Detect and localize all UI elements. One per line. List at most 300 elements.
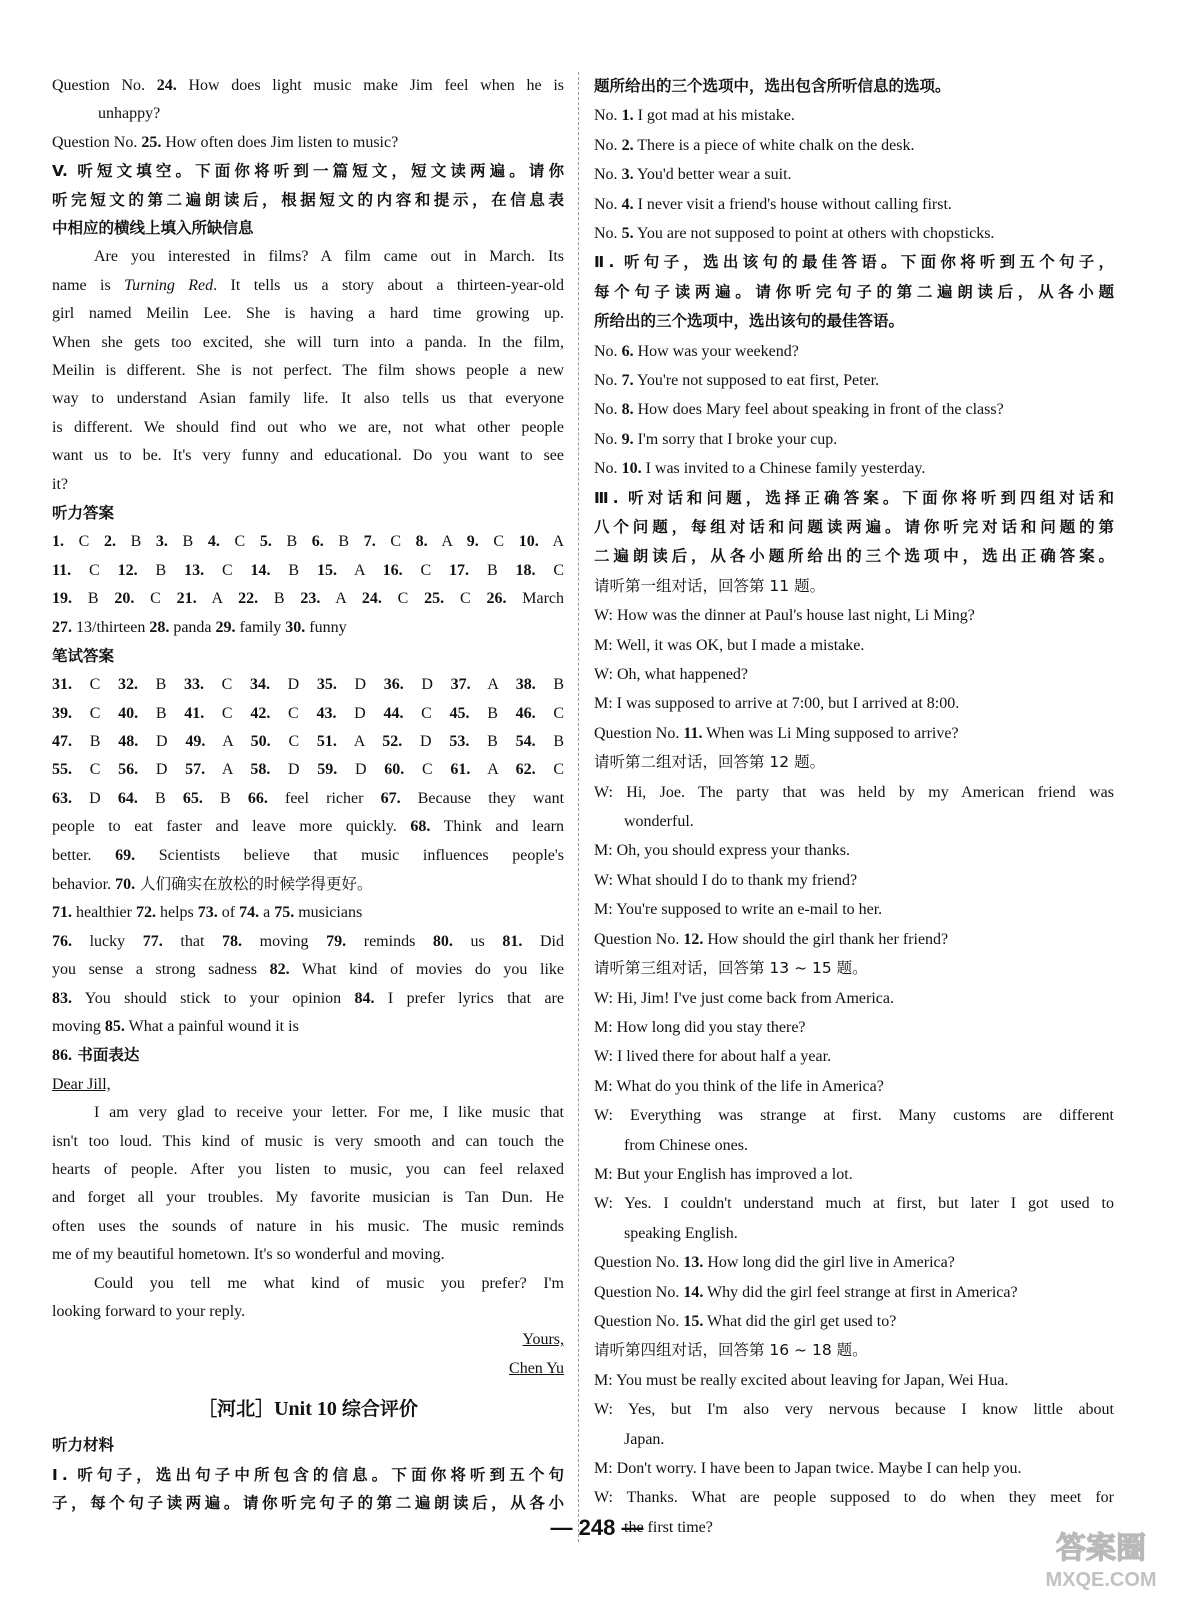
text-run: A [470,676,516,694]
text-run: C [203,676,250,694]
text-run: 49. [185,733,206,751]
text-run: 15. [317,561,337,579]
text-run: A [196,590,239,608]
text-run: way to understand Asian family life. It also tells us that everyone [52,390,564,408]
left-line-45 [52,1355,564,1383]
text-run: 7. [621,372,634,390]
text-run: moving [242,932,327,950]
text-run: 75. [274,904,295,922]
left-line-42 [52,1270,564,1298]
text-run: A [205,733,251,751]
text-run: 69. [115,846,136,864]
text-run: I prefer lyrics that are [374,989,564,1007]
text-run: 82. [269,961,290,979]
text-run: ［河北］ [198,1398,275,1421]
text-run: D [337,761,385,779]
text-run: Unit 10 [274,1398,342,1421]
text-run: want us to be. It's very funny and educational. Do you want to see [52,447,564,465]
text-run: D [336,704,384,722]
text-run: 9. [621,430,634,448]
text-run: There is a piece of white chalk on the desk. [633,136,915,154]
text-run: 27. [52,618,72,636]
text-run: 请听第三组对话，回答第 13 ~ 15 题。 [594,959,868,978]
text-run: No. [594,195,622,213]
text-run: C [535,561,564,579]
left-line-28 [52,870,564,899]
text-run: W: Yes, but I'm also very nervous because I know little about [594,1401,1114,1419]
text-run: M: What do you think of the life in America? [594,1077,884,1095]
text-run: M: But your English has improved a lot. [594,1165,853,1183]
left-line-32 [52,985,564,1013]
text-run: B [137,561,185,579]
text-run: No. [594,401,622,419]
text-run: 73. [197,904,218,922]
left-line-0 [52,72,564,100]
text-run: speaking English. [624,1224,738,1242]
text-run: B [72,733,119,751]
right-line-4 [594,190,1114,219]
text-run: Question No. [594,1283,684,1301]
text-run: March [506,590,564,608]
text-run: funny [305,618,347,636]
left-line-10 [52,357,564,385]
left-line-1 [52,100,564,128]
text-run: B [535,733,564,751]
right-line-11 [594,395,1114,424]
text-run: How often does Jim listen to music? [161,133,399,151]
text-run: 二遍朗读后，从各小题所给出的三个选项中，选出正确答案。 [594,547,1114,566]
text-run: 34. [249,676,270,694]
text-run: hearts of people. After you listen to music, you can feel relaxed [52,1161,564,1179]
left-line-30 [52,928,564,956]
text-run: C [444,590,487,608]
left-line-37 [52,1128,564,1156]
text-run: 2. [621,136,634,154]
text-run: 80. [432,932,453,950]
text-run: B [469,733,516,751]
text-run: D [403,676,451,694]
text-run: I'm sorry that I broke your cup. [633,430,838,448]
text-run: the first time? [624,1518,713,1536]
left-line-18 [52,585,564,613]
text-run: 20. [114,590,135,608]
text-run: What a painful wound it is [124,1018,299,1036]
text-run: C [219,533,260,551]
text-run: 10. [621,460,642,478]
right-line-31 [594,984,1114,1013]
text-run: a [259,904,275,922]
text-run: B [167,533,208,551]
right-line-32 [594,1013,1114,1042]
text-run: W: What should I do to thank my friend? [594,871,858,889]
text-run: feel richer [267,789,381,807]
right-line-13 [594,454,1114,483]
text-run: 17. [449,561,470,579]
left-line-9 [52,329,564,357]
left-line-38 [52,1156,564,1184]
text-run: 79. [326,932,347,950]
text-run: 29. [215,618,236,636]
text-run: Ⅰ. 听句子，选出句子中所包含的信息。下面你将听到五个句 [52,1465,564,1484]
left-line-39 [52,1184,564,1212]
right-line-29 [594,925,1114,954]
left-line-24 [52,756,564,784]
text-run: 请听第一组对话，回答第 11 题。 [594,576,826,595]
left-line-26 [52,813,564,841]
right-column [594,72,1114,1542]
text-run: B [202,789,248,807]
text-run: B [270,561,317,579]
text-run: Are you interested in films? A film came out in March. Its [94,248,564,266]
text-run: B [137,789,183,807]
text-run: unhappy? [98,105,161,123]
text-run: 25. [424,590,445,608]
text-run: B [258,590,301,608]
text-run: 65. [182,789,203,807]
text-run: You'd better wear a suit. [633,166,792,184]
text-run: from Chinese ones. [624,1136,748,1154]
right-line-43 [594,1336,1114,1365]
text-run: 6. [621,342,634,360]
text-run: Dear Jill, [52,1075,111,1093]
text-run: C [204,561,251,579]
text-run: musicians [294,904,363,922]
text-run: C [404,761,451,779]
text-run: . It tells us a story about a thirteen-year-old [213,276,564,294]
text-run: 55. [52,761,72,779]
text-run: A [427,533,467,551]
text-run: us [452,932,503,950]
right-line-26 [594,836,1114,865]
text-run: Question No. [594,724,684,742]
text-run: Think and learn [430,818,564,836]
text-run: 8. [415,533,428,551]
text-run: 3. [155,533,168,551]
text-run: W: Oh, what happened? [594,666,749,684]
text-run: behavior. [52,876,116,894]
right-line-17 [594,572,1114,601]
text-run: 44. [383,704,404,722]
text-run: No. [594,430,622,448]
left-line-3 [52,157,564,185]
text-run: M: Well, it was OK, but I made a mistake. [594,636,865,654]
right-line-24 [594,778,1114,807]
text-run: 笔试答案 [52,646,115,665]
text-run: No. [594,372,622,390]
text-run: 19. [52,590,72,608]
text-run: 25. [141,133,162,151]
text-run: D [336,676,384,694]
text-run: C [535,704,564,722]
text-run: Japan. [624,1430,665,1448]
text-run: Scientists believe that music influences people's [135,846,564,864]
text-run: 58. [250,761,271,779]
right-line-1 [594,101,1114,130]
text-run: When she gets too excited, she will turn into a panda. In the film, [52,333,564,351]
text-run: helps [155,904,198,922]
right-line-38 [594,1189,1114,1218]
right-line-41 [594,1278,1114,1307]
text-run: Ⅱ. 听句子，选出该句的最佳答语。下面你将听到五个句子， [594,253,1114,272]
text-run: No. [594,342,622,360]
text-run: 24. [156,77,177,94]
text-run: D [138,761,186,779]
left-line-46 [52,1387,564,1431]
text-run: better. [52,846,116,864]
text-run: D [269,676,317,694]
text-run: healthier [72,904,136,922]
text-run: you sense a strong sadness [52,961,270,979]
text-run: 4. [621,195,634,213]
text-run: A [538,533,564,551]
text-run: 5. [621,225,634,243]
text-run: 47. [52,733,72,751]
text-run: it? [52,475,68,493]
text-run: 每个句子读两遍。请你听完句子的第二遍朗读后，从各小题 [594,282,1114,301]
left-line-48 [52,1461,564,1489]
left-line-14 [52,471,564,499]
right-line-33 [594,1042,1114,1071]
text-run: 31. [52,676,72,694]
right-line-46 [594,1425,1114,1454]
text-run: How does light music make Jim feel when he is [176,77,564,94]
text-run: 11. [683,724,703,742]
left-line-2 [52,129,564,157]
text-run: 67. [380,789,401,807]
text-run: 书面表达 [72,1046,140,1065]
text-run: 62. [515,761,536,779]
text-run: 71. [52,904,72,922]
text-run: B [115,533,156,551]
text-run: Question No. [594,1254,684,1272]
text-run: 66. [247,789,268,807]
text-run: How should the girl thank her friend? [703,930,949,948]
text-run: How long did the girl live in America? [703,1254,955,1272]
text-run: 请听第二组对话，回答第 12 题。 [594,753,826,772]
left-line-13 [52,442,564,470]
watermark-title: 答案圈 [1056,1531,1146,1566]
text-run: 2. [103,533,116,551]
left-line-29 [52,899,564,927]
left-line-23 [52,728,564,756]
text-run: M: How long did you stay there? [594,1018,806,1036]
text-run: B [271,533,312,551]
right-line-3 [594,160,1114,189]
text-run: I was invited to a Chinese family yesterday. [641,460,926,478]
left-line-33 [52,1013,564,1041]
text-run: D [138,733,186,751]
text-run: 56. [118,761,139,779]
left-line-15 [52,499,564,528]
text-run: 中相应的横线上填入所缺信息 [52,218,254,237]
text-run: 14. [250,561,271,579]
text-run: wonderful. [624,813,694,831]
right-line-8 [594,307,1114,336]
text-run: 24. [361,590,382,608]
text-run: 52. [382,733,403,751]
right-line-45 [594,1395,1114,1424]
text-run: 86. [52,1047,72,1065]
text-run: C [270,733,317,751]
text-run: D [270,761,318,779]
right-line-23 [594,748,1114,777]
text-run: name is [52,276,125,294]
text-run: C [72,704,119,722]
left-line-21 [52,671,564,699]
left-line-7 [52,272,564,300]
text-run: Question No. [52,133,142,151]
text-run: 57. [185,761,206,779]
right-line-34 [594,1072,1114,1101]
text-run: 64. [117,789,138,807]
left-line-19 [52,614,564,642]
right-line-15 [594,513,1114,542]
text-run: A [320,590,362,608]
right-line-9 [594,337,1114,366]
right-line-35 [594,1101,1114,1130]
text-run: Could you tell me what kind of music you prefer? I'm [94,1274,564,1292]
text-run: 59. [317,761,338,779]
text-run: 63. [52,789,72,807]
text-run: C [402,561,450,579]
text-run: 18. [515,561,536,579]
right-line-14 [594,484,1114,513]
right-line-12 [594,425,1114,454]
left-line-34 [52,1041,564,1070]
left-line-20 [52,642,564,671]
text-run: 50. [250,733,271,751]
text-run: lucky [72,932,143,950]
text-run: B [469,704,516,722]
text-run: I never visit a friend's house without calling first. [633,195,952,213]
right-line-27 [594,866,1114,895]
left-line-25 [52,785,564,813]
left-line-11 [52,385,564,413]
text-run: B [72,590,115,608]
left-line-27 [52,842,564,870]
right-line-36 [594,1131,1114,1160]
right-line-44 [594,1366,1114,1395]
text-run: moving [52,1018,105,1036]
text-run: 23. [300,590,321,608]
left-line-6 [52,243,564,271]
text-run: 76. [52,932,72,950]
text-run: C [72,761,119,779]
text-run: 13. [683,1254,704,1272]
right-line-40 [594,1248,1114,1277]
text-run: reminds [346,932,433,950]
text-run: 11. [52,561,72,579]
left-line-16 [52,528,564,556]
text-run: B [137,676,184,694]
text-run: C [134,590,177,608]
text-run: 85. [104,1018,125,1036]
text-run: 61. [450,761,471,779]
right-line-0 [594,72,1114,101]
right-line-39 [594,1219,1114,1248]
text-run: 48. [118,733,139,751]
right-line-10 [594,366,1114,395]
text-run: 70. [115,876,136,894]
text-run: 22. [238,590,259,608]
text-run: people to eat faster and leave more quickly. [52,818,411,836]
text-run: family [235,618,286,636]
text-run: 八个问题，每组对话和问题读两遍。请你听完对话和问题的第 [594,518,1114,537]
right-line-5 [594,219,1114,248]
text-run: 46. [515,704,536,722]
text-run: 68. [410,818,431,836]
text-run: 43. [316,704,337,722]
text-run: and forget all your troubles. My favorite musician is Tan Dun. He [52,1189,564,1207]
text-run: 41. [184,704,205,722]
text-run: Question No. [594,1312,684,1330]
right-line-18 [594,601,1114,630]
left-line-36 [52,1099,564,1127]
text-run: 42. [250,704,271,722]
text-run: B [138,704,185,722]
left-line-44 [52,1326,564,1354]
text-run: W: Hi, Jim! I've just come back from America. [594,989,894,1007]
text-run: 37. [450,676,471,694]
text-run: B [535,676,564,694]
text-run: 9. [466,533,479,551]
right-line-21 [594,689,1114,718]
text-run: C [270,704,317,722]
text-run: 12. [683,930,704,948]
text-run: 54. [515,733,536,751]
text-run: W: Hi, Joe. The party that was held by my American friend was [594,783,1114,801]
text-run: 78. [222,932,243,950]
text-run: 26. [486,590,507,608]
text-run: C [204,704,251,722]
watermark-url: MXQE.COM [1045,1569,1157,1591]
text-run: 12. [117,561,138,579]
text-run: isn't too loud. This kind of music is very smooth and can touch the [52,1132,564,1150]
text-run: Why did the girl feel strange at first in America? [703,1283,1018,1301]
text-run: D [72,789,118,807]
left-line-12 [52,414,564,442]
text-run: C [72,676,118,694]
text-run: 39. [52,704,72,722]
text-run: Meilin is different. She is not perfect. The film shows people a new [52,361,564,379]
text-run: 83. [52,989,72,1007]
text-run: B [323,533,364,551]
text-run: 60. [384,761,405,779]
text-run: W: I lived there for about half a year. [594,1048,832,1066]
left-line-41 [52,1241,564,1269]
text-run: 84. [354,989,375,1007]
text-run: 13. [184,561,205,579]
text-run: You are not supposed to point at others with chopsticks. [633,225,995,243]
text-run: 14. [683,1283,704,1301]
text-run: 所给出的三个选项中，选出该句的最佳答语。 [594,312,905,331]
text-run: Because they want [400,789,564,807]
text-run: 77. [142,932,163,950]
text-run: M: You're supposed to write an e-mail to her. [594,901,883,919]
text-run: No. [594,166,622,184]
text-run: W: Thanks. What are people supposed to do when they meet for [594,1489,1114,1507]
text-run: 51. [316,733,337,751]
left-line-40 [52,1213,564,1241]
right-line-47 [594,1454,1114,1483]
text-run: 10. [518,533,539,551]
text-run: 81. [502,932,523,950]
text-run: 题所给出的三个选项中，选出包含所听信息的选项。 [594,77,951,95]
text-run: Question No. [594,930,684,948]
text-run: You're not supposed to eat first, Peter. [633,372,880,390]
text-run: 40. [118,704,139,722]
right-line-16 [594,542,1114,571]
